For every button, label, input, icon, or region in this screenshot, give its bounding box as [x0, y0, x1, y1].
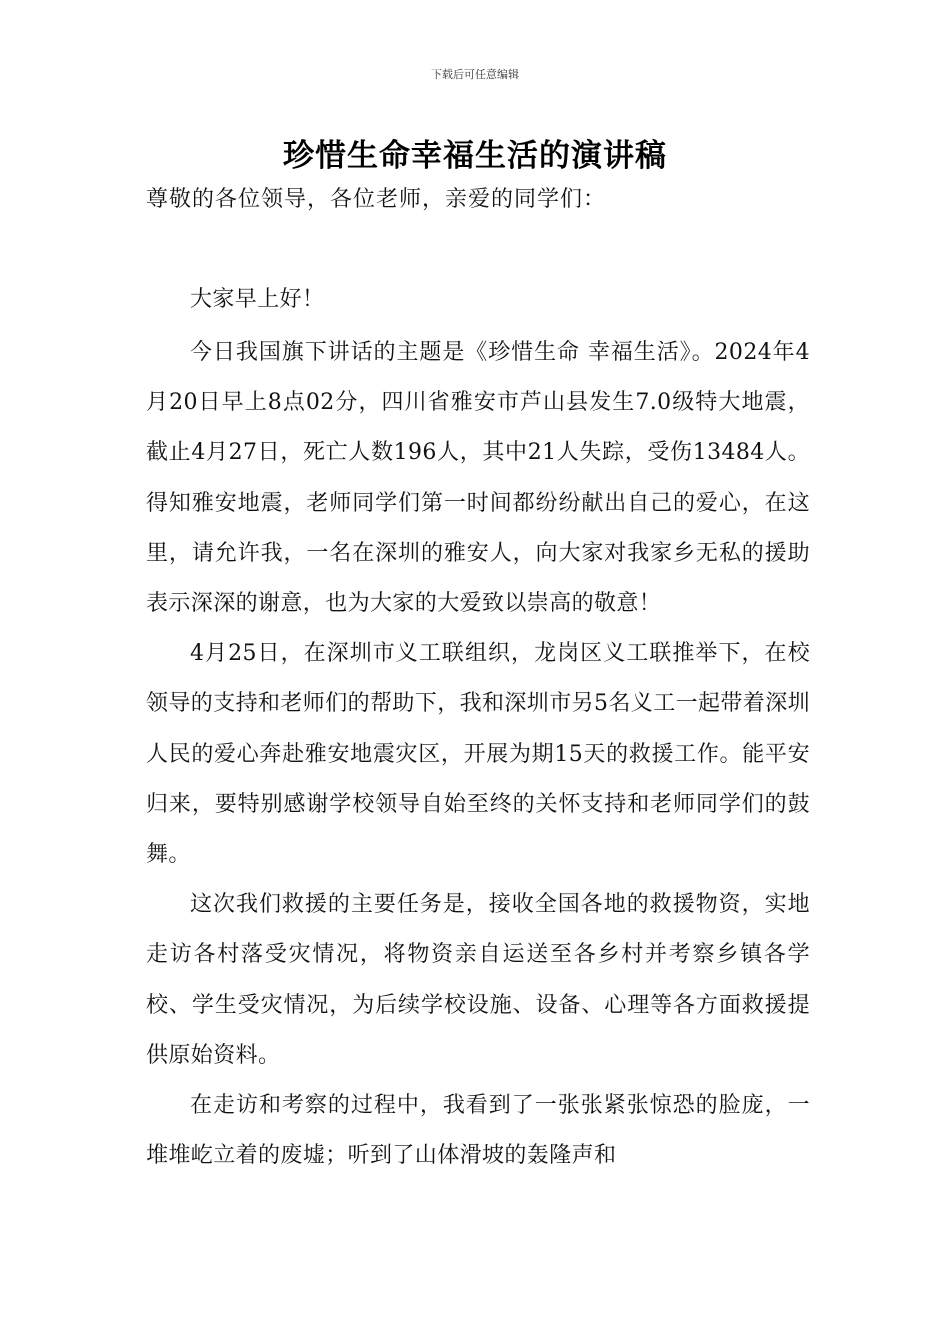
document-body	[146, 280, 810, 1181]
paragraph-greeting: 大家早上好！	[190, 287, 325, 312]
header-note: 下载后可任意编辑	[431, 68, 519, 81]
paragraph-1: 今日我国旗下讲话的主题是《珍惜生命 幸福生活》。2024年4月20日早上8点02分，四川省雅安市芦山县发生7.0级特大地震，截止4月27日，死亡人数196人，其中21人失踪，受伤13484人。得知雅安地震，老师同学们第一时间都纷纷献出自己的爱心，在这里，请允许我，一名在深圳的雅安人，向大家对我家乡无私的援助表示深深的谢意，也为大家的大爱致以崇高的敬意！	[146, 340, 810, 617]
paragraph-2: 4月25日，在深圳市义工联组织，龙岗区义工联推举下，在校领导的支持和老师们的帮助下，我和深圳市另5名义工一起带着深圳人民的爱心奔赴雅安地震灾区，开展为期15天的救援工作。能平安归来，要特别感谢学校领导自始至终的关怀支持和老师同学们的鼓舞。	[146, 641, 810, 868]
salutation: 尊敬的各位领导，各位老师，亲爱的同学们：	[146, 187, 607, 212]
paragraph-4: 在走访和考察的过程中，我看到了一张张紧张惊恐的脸庞，一堆堆屹立着的废墟；听到了山体滑坡的轰隆声和	[146, 1093, 810, 1169]
paragraph-3: 这次我们救援的主要任务是，接收全国各地的救援物资，实地走访各村落受灾情况，将物资亲自运送至各乡村并考察乡镇各学校、学生受灾情况，为后续学校设施、设备、心理等各方面救援提供原始资料。	[146, 892, 810, 1068]
document-title: 珍惜生命幸福生活的演讲稿	[283, 138, 667, 174]
